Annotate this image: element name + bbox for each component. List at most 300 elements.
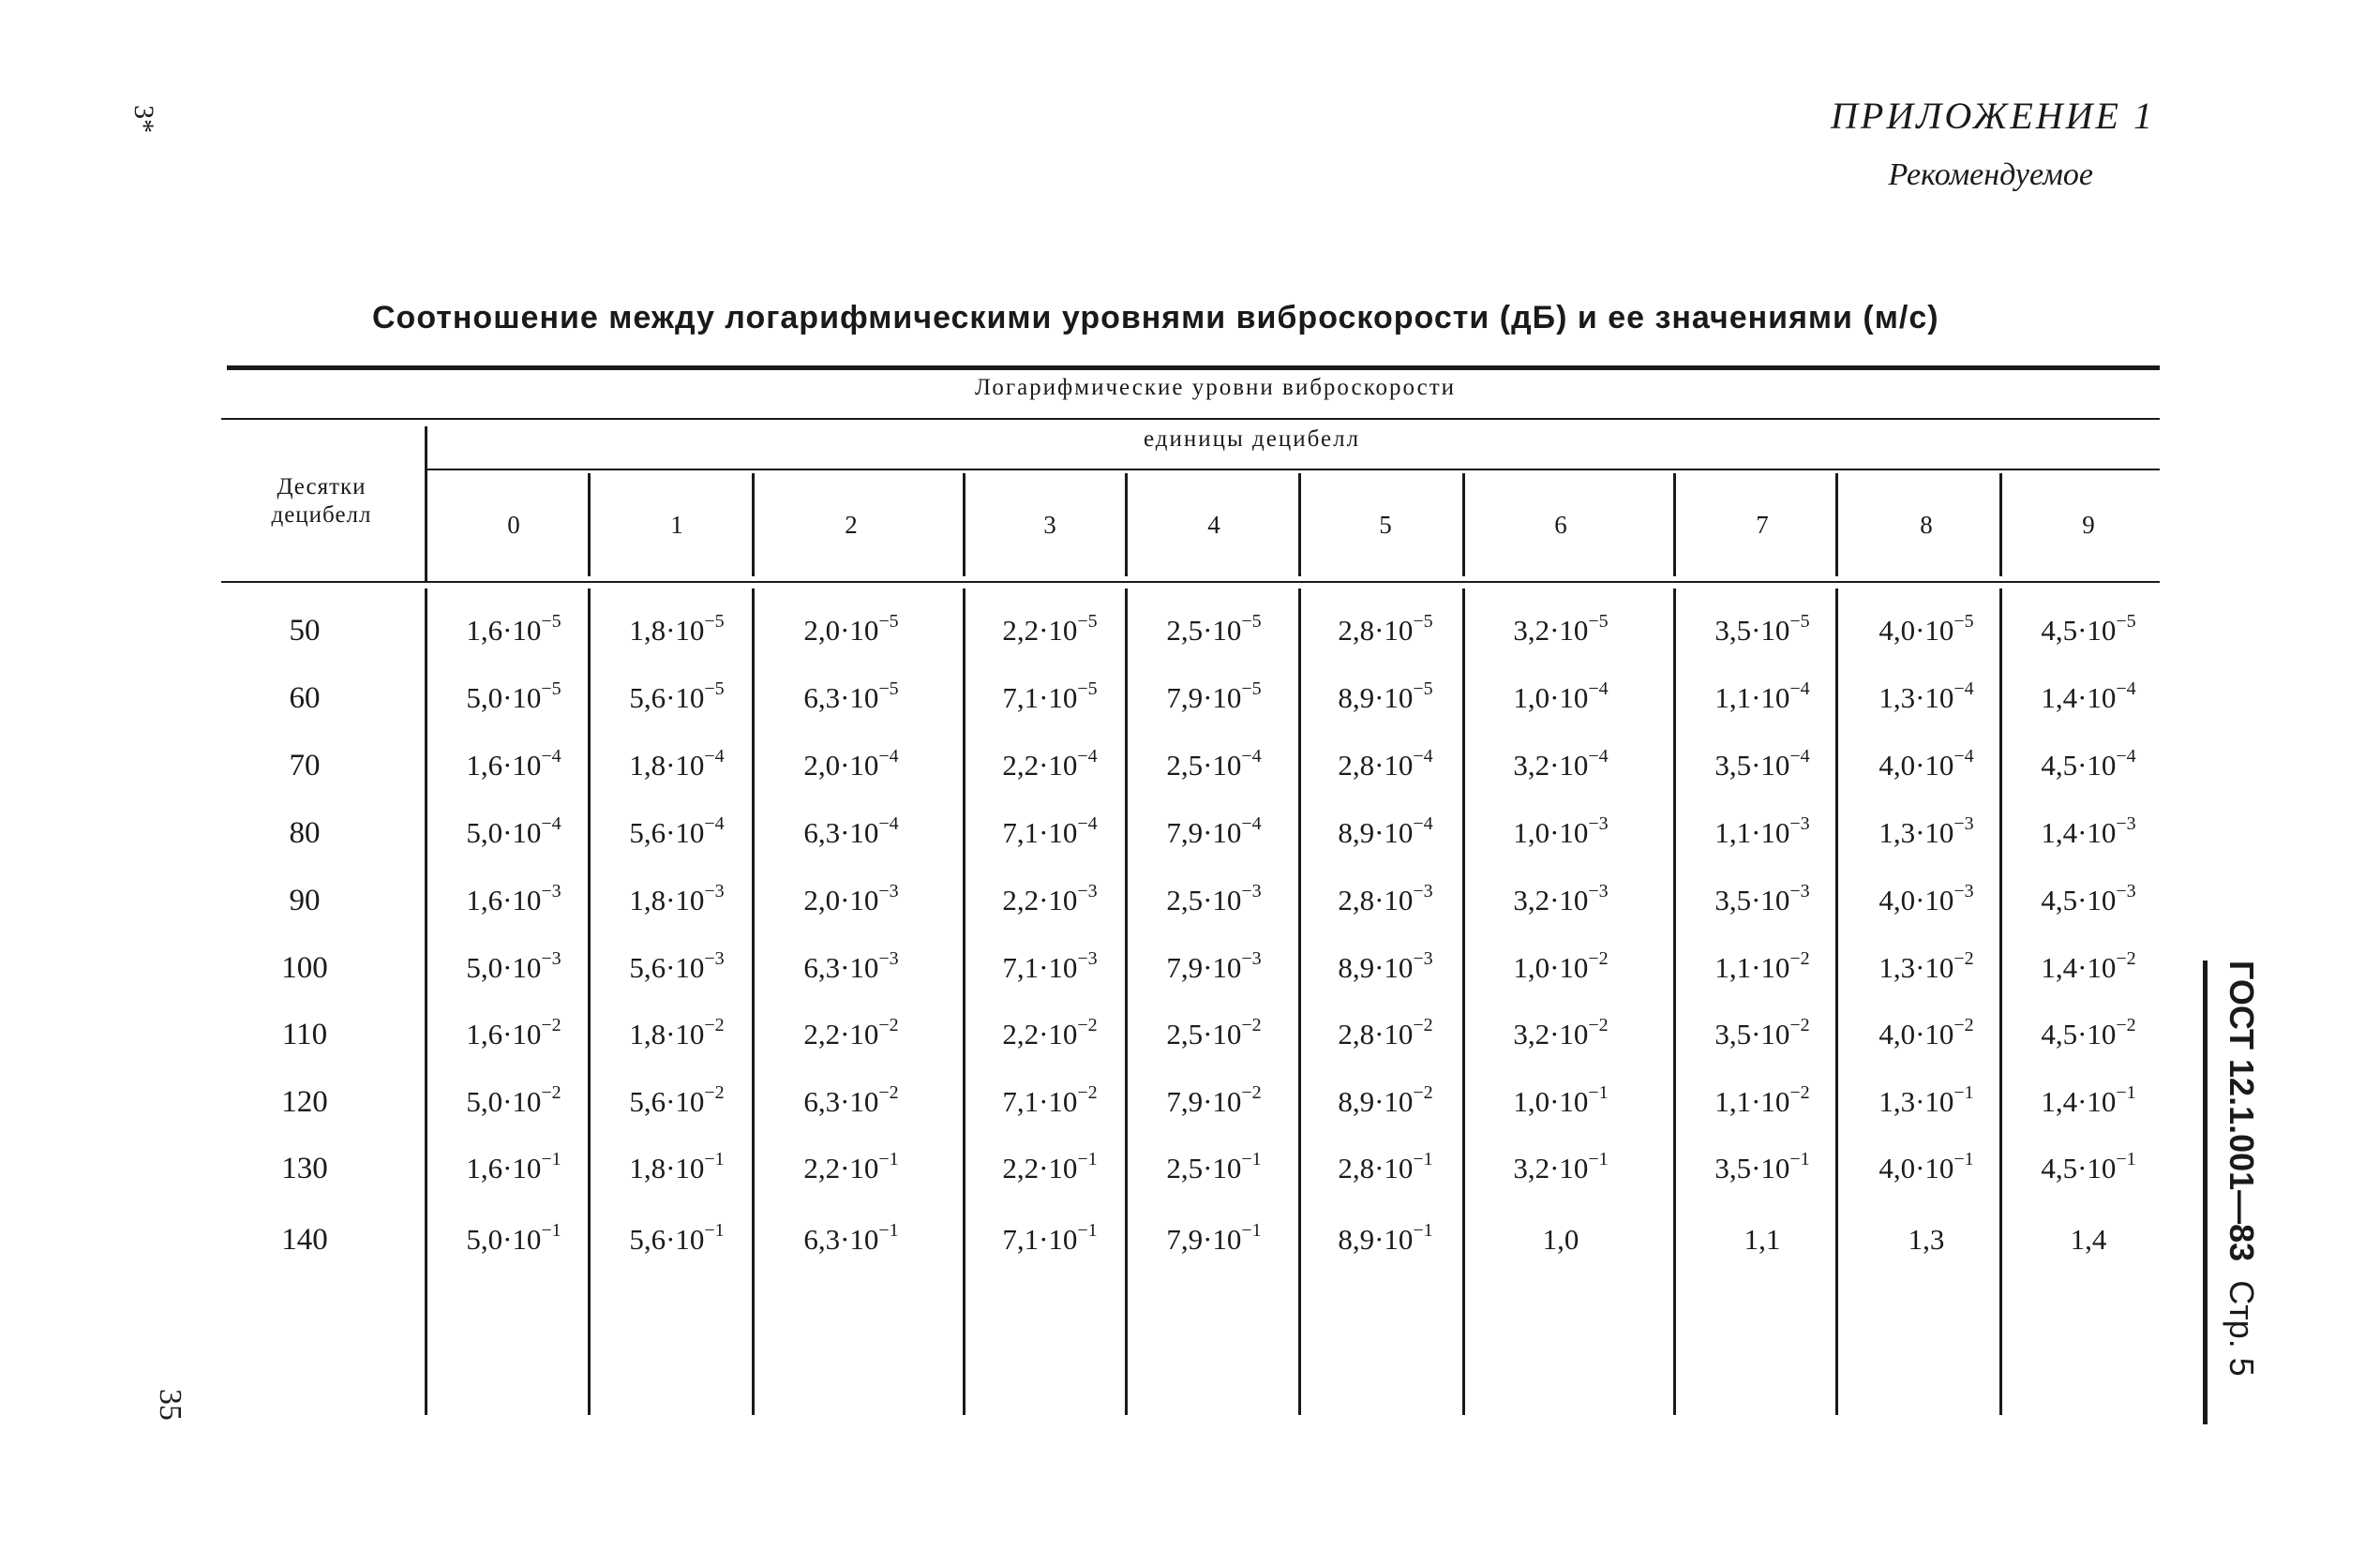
cell-exponent: −2 (1789, 948, 1810, 969)
cell-mantissa: 3,5·10 (1714, 749, 1790, 782)
table-cell (434, 611, 593, 648)
cell-mantissa: 2,5·10 (1166, 1152, 1242, 1184)
cell-exponent: −5 (2116, 611, 2136, 632)
cell-mantissa: 1,0·10 (1513, 681, 1589, 714)
cell-mantissa: 2,5·10 (1166, 749, 1242, 782)
cell-mantissa: 1,1·10 (1714, 1085, 1790, 1118)
cell-exponent: −2 (1413, 1015, 1433, 1035)
table-cell (1306, 746, 1465, 782)
table-cell (771, 1082, 931, 1119)
cell-mantissa: 3,2·10 (1513, 1152, 1589, 1184)
appendix-subtitle: Рекомендуемое (1888, 157, 2093, 192)
cell-exponent: −5 (1077, 678, 1098, 699)
table-cell (434, 813, 593, 850)
cell-mantissa: 7,1·10 (1002, 1085, 1078, 1118)
table-cell (970, 1082, 1130, 1119)
cell-mantissa: 5,6·10 (629, 951, 705, 984)
units-header-divider (1999, 473, 2002, 576)
unit-header-0: 0 (507, 511, 520, 539)
cell-exponent: −1 (704, 1220, 725, 1241)
margin-signature-mark: 3* (128, 105, 159, 133)
table-cell (597, 678, 756, 715)
cell-mantissa: 1,1 (1744, 1223, 1781, 1256)
cell-exponent: −4 (1413, 813, 1433, 834)
cell-mantissa: 2,0·10 (803, 614, 879, 647)
cell-exponent: −3 (1241, 948, 1262, 969)
cell-exponent: −4 (541, 746, 561, 767)
cell-exponent: −4 (1241, 813, 1262, 834)
table-cell (434, 1220, 593, 1257)
cell-mantissa: 1,4·10 (2041, 816, 2117, 849)
table-cell (1134, 746, 1294, 782)
cell-exponent: −4 (878, 746, 899, 767)
table-cell (2009, 746, 2168, 782)
cell-mantissa: 1,6·10 (466, 1018, 542, 1050)
table-cell (2009, 1149, 2168, 1185)
cell-exponent: −3 (1953, 881, 1974, 901)
cell-exponent: −1 (1588, 1149, 1609, 1169)
cell-mantissa: 5,6·10 (629, 816, 705, 849)
cell-mantissa: 1,6·10 (466, 1152, 542, 1184)
cell-exponent: −2 (1241, 1015, 1262, 1035)
table-cell (1134, 1015, 1294, 1051)
table-cell (2009, 948, 2168, 985)
table-cell (434, 746, 593, 782)
document-page: Стр. 5 (2223, 1280, 2261, 1377)
table-cell (1481, 746, 1640, 782)
cell-mantissa: 1,3·10 (1879, 816, 1954, 849)
document-code: ГОСТ 12.1.001—83 (2223, 961, 2261, 1262)
table-cell (1683, 881, 1842, 917)
table-cell (771, 1220, 931, 1257)
table-cell (597, 746, 756, 782)
table-cell (597, 881, 756, 917)
cell-exponent: −3 (878, 948, 899, 969)
cell-mantissa: 8,9·10 (1338, 816, 1414, 849)
cell-mantissa: 5,6·10 (629, 681, 705, 714)
table-cell (1481, 1082, 1640, 1119)
table-cell (970, 611, 1130, 648)
table-cell (1306, 813, 1465, 850)
cell-mantissa: 4,5·10 (2041, 884, 2117, 916)
cell-mantissa: 7,1·10 (1002, 816, 1078, 849)
tens-header: Десятки децибелл (271, 474, 372, 528)
cell-mantissa: 1,3 (1908, 1223, 1945, 1256)
cell-exponent: −1 (1241, 1149, 1262, 1169)
units-header-divider (1835, 473, 1838, 576)
cell-exponent: −1 (1413, 1220, 1433, 1241)
cell-mantissa: 6,3·10 (803, 1085, 879, 1118)
cell-exponent: −2 (704, 1015, 725, 1035)
cell-mantissa: 1,0·10 (1513, 816, 1589, 849)
cell-mantissa: 7,1·10 (1002, 1223, 1078, 1256)
table-cell (970, 678, 1130, 715)
table-cell (1847, 813, 2006, 850)
table-cell (970, 813, 1130, 850)
table-cell (1847, 678, 2006, 715)
cell-mantissa: 1,3·10 (1879, 681, 1954, 714)
table-cell (970, 1015, 1130, 1051)
unit-header-7: 7 (1756, 511, 1769, 539)
table-cell (1847, 1015, 2006, 1051)
cell-mantissa: 1,4·10 (2041, 951, 2117, 984)
tens-value-60: 60 (289, 681, 321, 715)
table-cell (1134, 1082, 1294, 1119)
table-cell (1683, 1223, 1842, 1257)
cell-exponent: −3 (1077, 948, 1098, 969)
units-header: единицы децибелл (1144, 426, 1361, 452)
tens-value-100: 100 (281, 951, 328, 985)
table-cell (1847, 1082, 2006, 1119)
cell-exponent: −4 (1953, 678, 1974, 699)
cell-exponent: −1 (541, 1149, 561, 1169)
cell-mantissa: 5,0·10 (466, 681, 542, 714)
cell-mantissa: 1,4·10 (2041, 1085, 2117, 1118)
cell-mantissa: 2,2·10 (1002, 1152, 1078, 1184)
cell-exponent: −4 (1953, 746, 1974, 767)
table-cell (1306, 611, 1465, 648)
table-cell (1847, 1223, 2006, 1257)
table-cell (1134, 1149, 1294, 1185)
cell-mantissa: 5,6·10 (629, 1085, 705, 1118)
table-cell (1481, 611, 1640, 648)
tens-value-130: 130 (281, 1152, 328, 1185)
cell-exponent: −4 (2116, 746, 2136, 767)
tens-value-110: 110 (281, 1018, 328, 1051)
cell-mantissa: 2,8·10 (1338, 1152, 1414, 1184)
cell-exponent: −1 (2116, 1082, 2136, 1103)
cell-exponent: −4 (1789, 746, 1810, 767)
unit-header-5: 5 (1379, 511, 1392, 539)
table-cell (1847, 948, 2006, 985)
table-cell (2009, 1015, 2168, 1051)
cell-mantissa: 1,3·10 (1879, 951, 1954, 984)
unit-header-3: 3 (1043, 511, 1056, 539)
table-cell (597, 948, 756, 985)
table-cell (1134, 813, 1294, 850)
cell-mantissa: 1,1·10 (1714, 951, 1790, 984)
cell-mantissa: 1,4·10 (2041, 681, 2117, 714)
cell-exponent: −4 (1413, 746, 1433, 767)
cell-mantissa: 3,2·10 (1513, 1018, 1589, 1050)
cell-mantissa: 2,2·10 (1002, 614, 1078, 647)
cell-exponent: −3 (1789, 881, 1810, 901)
cell-exponent: −2 (541, 1015, 561, 1035)
cell-exponent: −3 (1077, 881, 1098, 901)
table-cell (2009, 813, 2168, 850)
cell-mantissa: 1,6·10 (466, 884, 542, 916)
cell-exponent: −2 (1789, 1015, 1810, 1035)
cell-exponent: −5 (541, 611, 561, 632)
cell-exponent: −1 (1953, 1149, 1974, 1169)
cell-exponent: −4 (1077, 746, 1098, 767)
group-header-rule (221, 418, 2160, 420)
cell-mantissa: 1,1·10 (1714, 816, 1790, 849)
cell-exponent: −5 (1413, 678, 1433, 699)
cell-exponent: −2 (2116, 948, 2136, 969)
cell-exponent: −2 (1953, 1015, 1974, 1035)
table-cell (1683, 611, 1842, 648)
cell-mantissa: 1,8·10 (629, 749, 705, 782)
cell-mantissa: 6,3·10 (803, 951, 879, 984)
cell-mantissa: 4,0·10 (1879, 1152, 1954, 1184)
table-cell (1847, 746, 2006, 782)
cell-exponent: −1 (1953, 1082, 1974, 1103)
table-cell (1683, 678, 1842, 715)
cell-mantissa: 1,1·10 (1714, 681, 1790, 714)
table-cell (1134, 1220, 1294, 1257)
table-cell (1847, 611, 2006, 648)
table-cell (1306, 1220, 1465, 1257)
cell-mantissa: 1,0·10 (1513, 951, 1589, 984)
table-cell (434, 1149, 593, 1185)
cell-mantissa: 7,1·10 (1002, 951, 1078, 984)
table-cell (1683, 746, 1842, 782)
table-cell (1683, 813, 1842, 850)
cell-mantissa: 3,5·10 (1714, 884, 1790, 916)
cell-mantissa: 5,6·10 (629, 1223, 705, 1256)
units-header-divider (1673, 473, 1676, 576)
cell-mantissa: 1,0·10 (1513, 1085, 1589, 1118)
tens-value-50: 50 (289, 614, 321, 648)
cell-mantissa: 2,8·10 (1338, 884, 1414, 916)
cell-exponent: −2 (541, 1082, 561, 1103)
cell-mantissa: 2,2·10 (1002, 884, 1078, 916)
cell-exponent: −2 (1588, 1015, 1609, 1035)
tens-value-140: 140 (281, 1223, 328, 1257)
table-cell (1847, 1149, 2006, 1185)
cell-exponent: −2 (1077, 1082, 1098, 1103)
cell-exponent: −3 (1241, 881, 1262, 901)
table-cell (2009, 1082, 2168, 1119)
table-cell (970, 1149, 1130, 1185)
appendix-title: ПРИЛОЖЕНИЕ 1 (1831, 95, 2155, 137)
table-cell (1306, 881, 1465, 917)
table-cell (1306, 678, 1465, 715)
cell-mantissa: 7,9·10 (1166, 681, 1242, 714)
table-cell (1683, 948, 1842, 985)
cell-mantissa: 4,5·10 (2041, 614, 2117, 647)
table-cell (771, 1015, 931, 1051)
table-cell (1481, 813, 1640, 850)
cell-mantissa: 1,0 (1542, 1223, 1579, 1256)
units-header-divider (1462, 473, 1465, 576)
table-cell (771, 813, 931, 850)
cell-mantissa: 1,8·10 (629, 884, 705, 916)
cell-exponent: −2 (878, 1015, 899, 1035)
cell-mantissa: 6,3·10 (803, 1223, 879, 1256)
table-cell (1134, 611, 1294, 648)
units-header-rule (427, 469, 2160, 470)
cell-mantissa: 1,8·10 (629, 1018, 705, 1050)
cell-mantissa: 1,8·10 (629, 1152, 705, 1184)
cell-exponent: −4 (704, 746, 725, 767)
cell-exponent: −1 (878, 1149, 899, 1169)
cell-exponent: −4 (541, 813, 561, 834)
cell-mantissa: 2,5·10 (1166, 1018, 1242, 1050)
table-cell (2009, 1223, 2168, 1257)
table-cell (771, 948, 931, 985)
margin-document-id (2222, 961, 2261, 1377)
cell-exponent: −3 (1588, 813, 1609, 834)
cell-mantissa: 2,8·10 (1338, 1018, 1414, 1050)
cell-mantissa: 3,5·10 (1714, 1018, 1790, 1050)
table-cell (597, 1220, 756, 1257)
cell-mantissa: 2,2·10 (1002, 1018, 1078, 1050)
cell-exponent: −1 (878, 1220, 899, 1241)
cell-exponent: −1 (704, 1149, 725, 1169)
cell-exponent: −5 (541, 678, 561, 699)
cell-exponent: −5 (704, 611, 725, 632)
table-cell (1306, 1015, 1465, 1051)
cell-mantissa: 7,1·10 (1002, 681, 1078, 714)
header-bottom-rule (221, 581, 2160, 583)
cell-mantissa: 5,0·10 (466, 951, 542, 984)
cell-mantissa: 4,0·10 (1879, 749, 1954, 782)
table-top-rule (227, 365, 2160, 370)
table-cell (771, 746, 931, 782)
cell-exponent: −1 (1077, 1220, 1098, 1241)
cell-mantissa: 2,8·10 (1338, 749, 1414, 782)
unit-header-9: 9 (2082, 511, 2095, 539)
table-cell (434, 1015, 593, 1051)
margin-page-number: 35 (153, 1389, 187, 1421)
cell-exponent: −2 (1953, 948, 1974, 969)
cell-mantissa: 5,0·10 (466, 816, 542, 849)
cell-mantissa: 3,2·10 (1513, 749, 1589, 782)
cell-mantissa: 1,3·10 (1879, 1085, 1954, 1118)
cell-mantissa: 4,0·10 (1879, 884, 1954, 916)
cell-exponent: −4 (1077, 813, 1098, 834)
tens-column-divider (425, 426, 427, 581)
table-cell (771, 881, 931, 917)
table-cell (434, 881, 593, 917)
cell-mantissa: 7,9·10 (1166, 816, 1242, 849)
cell-exponent: −5 (704, 678, 725, 699)
cell-mantissa: 1,8·10 (629, 614, 705, 647)
cell-exponent: −4 (878, 813, 899, 834)
table-cell (597, 611, 756, 648)
units-header-divider (588, 473, 591, 576)
table-cell (1306, 948, 1465, 985)
cell-mantissa: 1,6·10 (466, 614, 542, 647)
cell-exponent: −1 (1588, 1082, 1609, 1103)
cell-mantissa: 8,9·10 (1338, 1223, 1414, 1256)
table-cell (2009, 881, 2168, 917)
table-cell (970, 881, 1130, 917)
unit-header-2: 2 (845, 511, 858, 539)
cell-exponent: −1 (1077, 1149, 1098, 1169)
units-header-divider (963, 473, 965, 576)
cell-mantissa: 7,9·10 (1166, 951, 1242, 984)
margin-rule (2203, 961, 2208, 1424)
table-cell (771, 611, 931, 648)
body-column-divider (1298, 588, 1301, 1415)
cell-exponent: −5 (1077, 611, 1098, 632)
table-cell (434, 948, 593, 985)
cell-exponent: −5 (1241, 678, 1262, 699)
cell-mantissa: 7,9·10 (1166, 1223, 1242, 1256)
table-cell (970, 746, 1130, 782)
table-cell (597, 813, 756, 850)
cell-exponent: −2 (2116, 1015, 2136, 1035)
table-cell (1134, 948, 1294, 985)
cell-mantissa: 3,5·10 (1714, 614, 1790, 647)
cell-exponent: −3 (1588, 881, 1609, 901)
cell-mantissa: 3,2·10 (1513, 614, 1589, 647)
cell-exponent: −1 (1789, 1149, 1810, 1169)
cell-exponent: −3 (1413, 881, 1433, 901)
cell-mantissa: 8,9·10 (1338, 951, 1414, 984)
cell-exponent: −4 (2116, 678, 2136, 699)
cell-exponent: −2 (704, 1082, 725, 1103)
unit-header-6: 6 (1554, 511, 1567, 539)
table-cell (970, 948, 1130, 985)
table-cell (2009, 678, 2168, 715)
cell-exponent: −3 (1789, 813, 1810, 834)
cell-exponent: −2 (1789, 1082, 1810, 1103)
table-caption: Соотношение между логарифмическими уровнями виброскорости (дБ) и ее значениями (м/с) (372, 300, 1939, 335)
body-column-divider (1673, 588, 1676, 1415)
cell-exponent: −4 (1588, 746, 1609, 767)
tens-value-80: 80 (289, 816, 321, 850)
cell-mantissa: 2,0·10 (803, 884, 879, 916)
tens-value-120: 120 (281, 1085, 328, 1119)
cell-exponent: −4 (1789, 678, 1810, 699)
table-cell (771, 678, 931, 715)
tens-value-90: 90 (289, 884, 321, 917)
cell-exponent: −2 (1077, 1015, 1098, 1035)
cell-mantissa: 8,9·10 (1338, 1085, 1414, 1118)
cell-exponent: −5 (1789, 611, 1810, 632)
cell-mantissa: 3,5·10 (1714, 1152, 1790, 1184)
cell-mantissa: 2,5·10 (1166, 884, 1242, 916)
cell-exponent: −2 (1241, 1082, 1262, 1103)
table-cell (1481, 881, 1640, 917)
table-cell (1306, 1149, 1465, 1185)
cell-mantissa: 2,2·10 (1002, 749, 1078, 782)
cell-mantissa: 5,0·10 (466, 1085, 542, 1118)
cell-mantissa: 4,0·10 (1879, 614, 1954, 647)
cell-mantissa: 1,4 (2070, 1223, 2107, 1256)
unit-header-1: 1 (670, 511, 683, 539)
cell-exponent: −3 (1953, 813, 1974, 834)
cell-exponent: −4 (704, 813, 725, 834)
cell-exponent: −5 (878, 611, 899, 632)
table-cell (1683, 1015, 1842, 1051)
unit-header-8: 8 (1920, 511, 1933, 539)
body-column-divider (963, 588, 965, 1415)
table-cell (1306, 1082, 1465, 1119)
units-header-divider (1125, 473, 1128, 576)
table-cell (434, 1082, 593, 1119)
cell-mantissa: 5,0·10 (466, 1223, 542, 1256)
unit-header-4: 4 (1207, 511, 1220, 539)
cell-mantissa: 2,5·10 (1166, 614, 1242, 647)
table-cell (597, 1149, 756, 1185)
cell-exponent: −5 (1413, 611, 1433, 632)
table-cell (1683, 1082, 1842, 1119)
cell-mantissa: 3,2·10 (1513, 884, 1589, 916)
cell-exponent: −5 (1241, 611, 1262, 632)
cell-exponent: −3 (2116, 881, 2136, 901)
table-cell (1481, 948, 1640, 985)
table-cell (434, 678, 593, 715)
table-cell (1481, 1015, 1640, 1051)
table-cell (1847, 881, 2006, 917)
cell-exponent: −1 (2116, 1149, 2136, 1169)
cell-exponent: −5 (878, 678, 899, 699)
